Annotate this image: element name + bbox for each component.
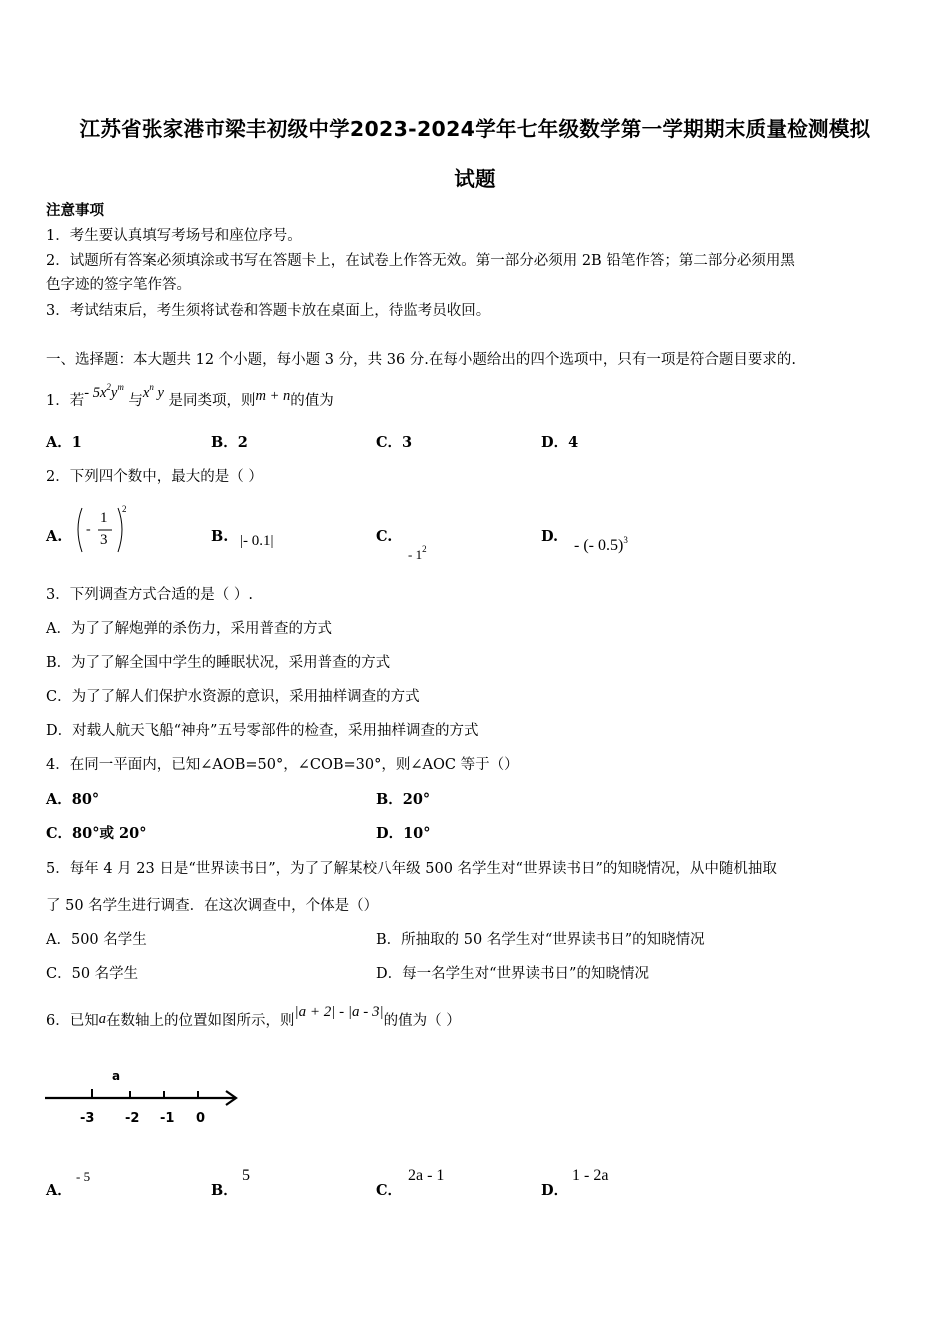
question-2-option-a-expr: - 1 3 2 — [74, 504, 134, 558]
question-3-stem: 3．下列调查方式合适的是（ ）. — [46, 587, 253, 603]
note-3: 3．考试结束后，考生须将试卷和答题卡放在桌面上，待监考员收回。 — [46, 303, 491, 319]
question-6-option-d-label: D． — [541, 1182, 569, 1199]
question-4-option-a: A．80° — [46, 791, 100, 808]
question-2-option-b-label: B. — [211, 528, 229, 545]
question-4-option-d: D．10° — [376, 825, 431, 842]
question-6-option-b-label: B． — [211, 1182, 238, 1199]
question-6-stem: 6．已知a在数轴上的位置如图所示，则|a + 2| - |a - 3|的值为（ ） — [46, 1004, 461, 1029]
question-5-option-c: C．50 名学生 — [46, 966, 139, 982]
number-line-tick: 0 — [196, 1111, 206, 1126]
question-5-option-b: B．所抽取的 50 名学生对“世界读书日”的知晓情况 — [376, 932, 705, 948]
number-line-label-a: a — [112, 1069, 121, 1083]
question-2-option-d-expr: - (- 0.5)$^3$ — [574, 535, 628, 554]
question-3-option-c: C．为了了解人们保护水资源的意识，采用抽样调查的方式 — [46, 689, 420, 705]
number-line-tick: -2 — [125, 1111, 140, 1126]
page-title: 江苏省张家港市梁丰初级中学2023-2024学年七年级数学第一学期期末质量检测模拟 — [79, 117, 871, 141]
question-5-stem-cont: 了 50 名学生进行调查．在这次调查中，个体是（） — [46, 898, 379, 914]
question-4-stem: 4．在同一平面内，已知∠AOB=50°，∠COB=30°，则∠AOC 等于（） — [46, 757, 519, 773]
question-1-option-c: C．3 — [376, 434, 413, 451]
question-2-stem: 2．下列四个数中，最大的是（ ） — [46, 469, 263, 485]
note-2: 2．试题所有答案必须填涂或书写在答题卡上，在试卷上作答无效。第一部分必须用 2B 铅笔作答；第二部分必须用黑 — [46, 253, 795, 269]
question-1-option-a: A．1 — [46, 434, 82, 451]
question-2-option-c-expr: - $1^2$ — [408, 544, 427, 562]
note-2-cont: 色字迹的签字笔作答。 — [46, 277, 191, 293]
notes-heading: 注意事项 — [46, 202, 104, 219]
question-6-option-b-value: 5 — [242, 1167, 250, 1184]
question-4-option-c: C．80°或 20° — [46, 825, 147, 842]
question-1-option-b: B．2 — [211, 434, 248, 451]
question-3-option-a: A．为了了解炮弹的杀伤力，采用普查的方式 — [46, 621, 332, 637]
section-heading: 一、选择题：本大题共 12 个小题，每小题 3 分，共 36 分.在每小题给出的四个选项中，只有一项是符合题目要求的. — [46, 352, 796, 368]
question-5-option-a: A．500 名学生 — [46, 932, 147, 948]
question-5-stem: 5．每年 4 月 23 日是“世界读书日”，为了了解某校八年级 500 名学生对“世界读书日”的知晓情况，从中随机抽取 — [46, 861, 777, 877]
number-line — [40, 1064, 250, 1134]
question-6-option-d-value: 1 - 2a — [572, 1167, 609, 1184]
number-line-tick: -3 — [80, 1111, 95, 1126]
question-1-option-d: D．4 — [541, 434, 579, 451]
question-3-option-d: D．对载人航天飞船“神舟”五号零部件的检查，采用抽样调查的方式 — [46, 723, 479, 739]
question-5-option-d: D．每一名学生对“世界读书日”的知晓情况 — [376, 966, 649, 982]
question-6-option-c-value: 2a - 1 — [408, 1167, 445, 1184]
number-line-tick: -1 — [160, 1111, 175, 1126]
question-1-stem: 1．若- $5x^2y^m$ 与$x^n$ y 是同类项，则m + n的值为 — [46, 382, 334, 409]
note-1: 1．考生要认真填写考场号和座位序号。 — [46, 228, 302, 244]
question-3-option-b: B．为了了解全国中学生的睡眠状况，采用普查的方式 — [46, 655, 391, 671]
question-6-option-c-label: C． — [376, 1182, 403, 1199]
question-2-option-c-label: C. — [376, 528, 393, 545]
page-title-line2: 试题 — [454, 167, 496, 191]
question-4-option-b: B．20° — [376, 791, 431, 808]
question-2-option-a-label: A. — [46, 528, 63, 545]
question-2-option-b-expr: |- 0.1| — [240, 533, 274, 549]
question-2-option-d-label: D. — [541, 528, 559, 545]
question-6-option-a-label: A． — [46, 1182, 72, 1199]
number-line-figure — [40, 1064, 250, 1134]
question-6-option-a-value: - 5 — [76, 1169, 91, 1184]
